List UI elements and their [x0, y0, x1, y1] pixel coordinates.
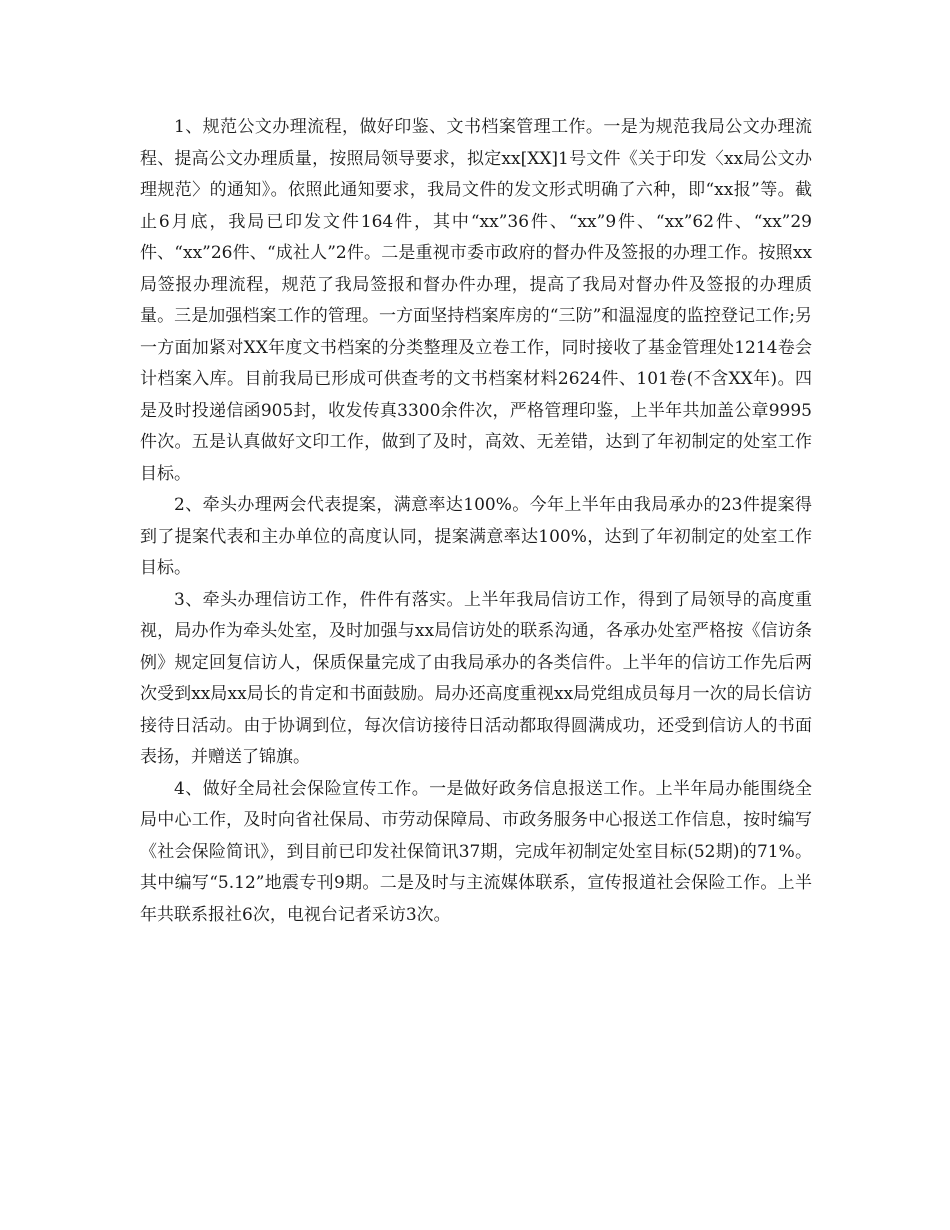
document-body: [140, 112, 812, 931]
paragraph-2: 2、牵头办理两会代表提案，满意率达100%。今年上半年由我局承办的23件提案得到了提案代表和主办单位的高度认同，提案满意率达100%，达到了年初制定的处室工作目标。: [140, 495, 812, 578]
paragraph-3: 3、牵头办理信访工作，件件有落实。上半年我局信访工作，得到了局领导的高度重视，局办作为牵头处室，及时加强与xx局信访处的联系沟通，各承办处室严格按《信访条例》规定回复信访人，保质保量完成了由我局承办的各类信件。上半年的信访工作先后两次受到xx局xx局长的肯定和书面鼓励。局办还高度重视xx局党组成员每月一次的局长信访接待日活动。由于协调到位，每次信访接待日活动都取得圆满成功，还受到信访人的书面表扬，并赠送了锦旗。: [140, 589, 812, 767]
paragraph-1: 1、规范公文办理流程，做好印鉴、文书档案管理工作。一是为规范我局公文办理流程、提高公文办理质量，按照局领导要求，拟定xx[XX]1号文件《关于印发〈xx局公文办理规范〉的通知》。依照此通知要求，我局文件的发文形式明确了六种，即“xx报”等。截止6月底，我局已印发文件164件，其中“xx”36件、“xx”9件、“xx”62件、“xx”29件、“xx”26件、“成社人”2件。二是重视市委市政府的督办件及签报的办理工作。按照xx局签报办理流程，规范了我局签报和督办件办理，提高了我局对督办件及签报的办理质量。三是加强档案工作的管理。一方面坚持档案库房的“三防”和温湿度的监控登记工作;另一方面加紧对XX年度文书档案的分类整理及立卷工作，同时接收了基金管理处1214卷会计档案入库。目前我局已形成可供查考的文书档案材料2624件、101卷(不含XX年)。四是及时投递信函905封，收发传真3300余件次，严格管理印鉴，上半年共加盖公章9995件次。五是认真做好文印工作，做到了及时，高效、无差错，达到了年初制定的处室工作目标。: [140, 117, 812, 484]
paragraph-4: 4、做好全局社会保险宣传工作。一是做好政务信息报送工作。上半年局办能围绕全局中心工作，及时向省社保局、市劳动保障局、市政务服务中心报送工作信息，按时编写《社会保险简讯》，到目前已印发社保简讯37期，完成年初制定处室目标(52期)的71%。其中编写“5.12”地震专刊9期。二是及时与主流媒体联系，宣传报道社会保险工作。上半年共联系报社6次，电视台记者采访3次。: [140, 778, 812, 925]
